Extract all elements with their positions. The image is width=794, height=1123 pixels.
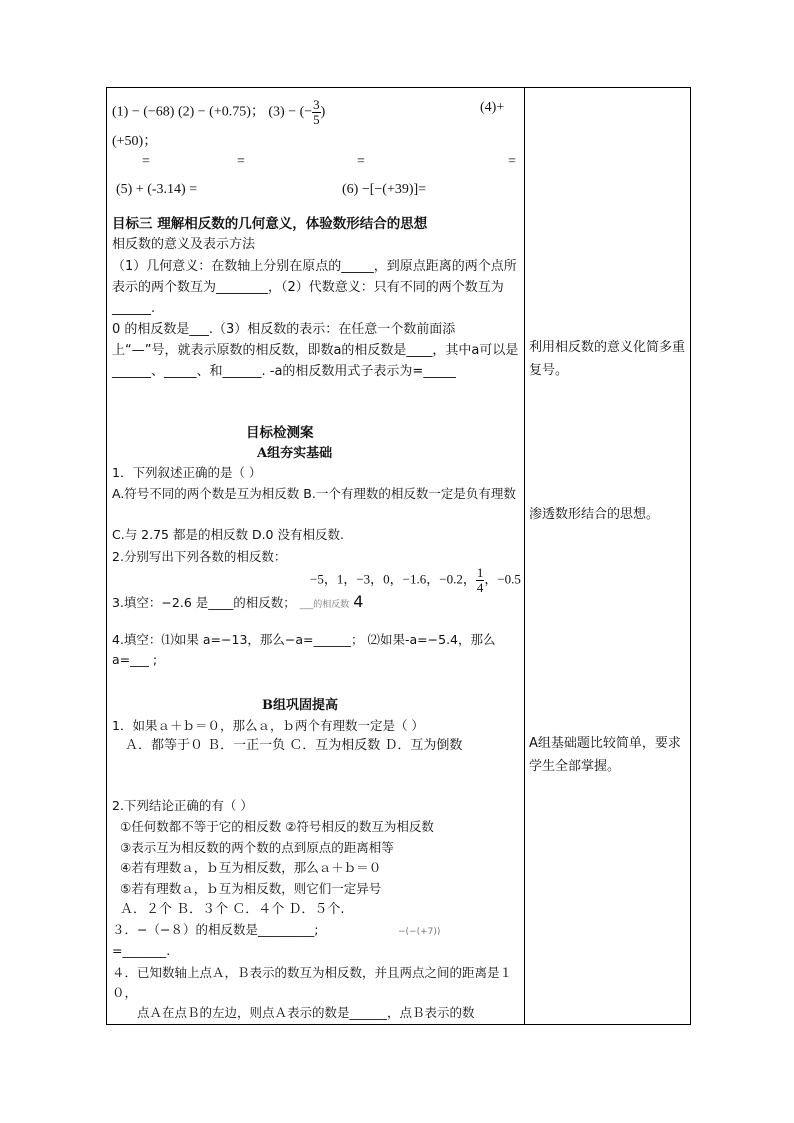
goal3-paragraph-2: 0 的相反数是___.（3）相反数的表示：在任意一个数前面添上“—”号，就表示原数的相反数，即数a的相反数是____，其中a可以是______、_____、和______. -a的相反数用式子表示为=_____	[112, 322, 519, 379]
equals-2: =	[237, 154, 245, 169]
statement-3: ③表示互为相反数的两个数的点到原点的距离相等	[120, 840, 394, 855]
question-b4-continued: 点Ａ在点Ｂ的左边，则点Ａ表示的数是______，点Ｂ表示的数	[112, 1005, 475, 1020]
question-b3: ３．−（−８）的相反数是_________;	[112, 922, 319, 937]
fraction-denominator: 4	[476, 580, 484, 595]
question-b2-options: Ａ．２个 Ｂ．３个 Ｃ．４个 Ｄ．５个.	[120, 902, 345, 917]
statement-1-2: ①任何数都不等于它的相反数 ②符号相反的数互为相反数	[120, 819, 434, 834]
fraction-denominator: 5	[313, 112, 320, 127]
statement-5: ⑤若有理数ａ，ｂ互为相反数，则它们一定异号	[120, 881, 382, 896]
goal3-title: 目标三 理解相反数的几何意义，体验数形结合的思想	[112, 216, 428, 232]
note-group-a: A组基础题比较简单，要求学生全部掌握。	[529, 736, 681, 774]
check-title: 目标检测案	[246, 425, 314, 441]
goal3-paragraph-1: （1）几何意义：在数轴上分别在原点的_____，到原点距离的两个点所表示的两个数互为________，（2）代数意义：只有不同的两个数互为______.	[112, 259, 517, 316]
exercise-line-1	[112, 98, 325, 127]
group-b-heading: B组巩固提高	[262, 698, 338, 713]
question-b1-options: Ａ．都等于０ Ｂ．一正一负 Ｃ．互为相反数 Ｄ．互为倒数	[112, 738, 463, 753]
column-divider	[524, 87, 525, 1025]
question-a1-options-cd: C.与 2.75 都是的相反数 D.0 没有相反数.	[112, 527, 344, 542]
equals-1: =	[142, 154, 150, 169]
equals-3: =	[357, 154, 365, 169]
exercise-1-3-text: (1) − (−68) (2) − (+0.75)； (3) − (−	[112, 104, 313, 120]
equals-4: =	[508, 154, 516, 169]
close-paren: )	[320, 104, 326, 120]
question-b4: ４．已知数轴上点Ａ，Ｂ表示的数互为相反数，并且两点之间的距离是１０，	[112, 965, 513, 1000]
question-a2: 2.分别写出下列各数的相反数：	[112, 549, 287, 564]
question-a2-numbers	[310, 566, 521, 595]
question-b1: 1．如果ａ＋ｂ＝０，那么ａ，ｂ两个有理数一定是（ ）	[112, 718, 424, 733]
question-a1: 1．下列叙述正确的是（ ）	[112, 465, 262, 480]
question-a3-text: 3.填空：−2.6 是____的相反数；	[112, 595, 296, 610]
note-number-line: 渗透数形结合的思想。	[529, 507, 660, 522]
numbers-part-2: ，−0.5	[484, 571, 521, 587]
question-b3-answer-line: =_______.	[112, 943, 171, 958]
question-b3-faint-text: −(−(+7))	[398, 927, 441, 937]
question-a3-denominator: 4	[353, 592, 364, 611]
exercise-line-2: (+50)；	[112, 134, 158, 149]
numbers-part-1: −5，1，−3，0，−1.6，−0.2，	[310, 571, 476, 587]
question-a3	[112, 592, 363, 615]
question-a1-options-ab: A.符号不同的两个数是互为相反数 B.一个有理数的相反数一定是负有理数	[112, 486, 516, 501]
note-multiple-signs: 利用相反数的意义化简多重复号。	[529, 340, 686, 378]
exercise-6: (6) −[−(+39)]=	[342, 182, 427, 197]
fraction-numerator: 3	[313, 97, 320, 112]
question-b2: 2.下列结论正确的有（ ）	[112, 798, 253, 813]
goal3-subtitle: 相反数的意义及表示方法	[112, 237, 256, 252]
question-a4: 4.填空：⑴如果 a=−13，那么−a=______； ⑵如果-a=−5.4，那么 a=___ ;	[112, 632, 496, 667]
exercise-5: (5) + (-3.14) =	[116, 182, 198, 197]
statement-4: ④若有理数ａ，ｂ互为相反数，那么ａ＋ｂ＝０	[120, 860, 382, 875]
group-a-heading: A组夯实基础	[257, 446, 333, 461]
exercise-4-label: (4)+	[480, 100, 505, 115]
fraction-3-5	[312, 98, 321, 127]
question-a3-faint-text: ___的相反数	[299, 600, 350, 610]
fraction-numerator: 1	[476, 565, 484, 580]
